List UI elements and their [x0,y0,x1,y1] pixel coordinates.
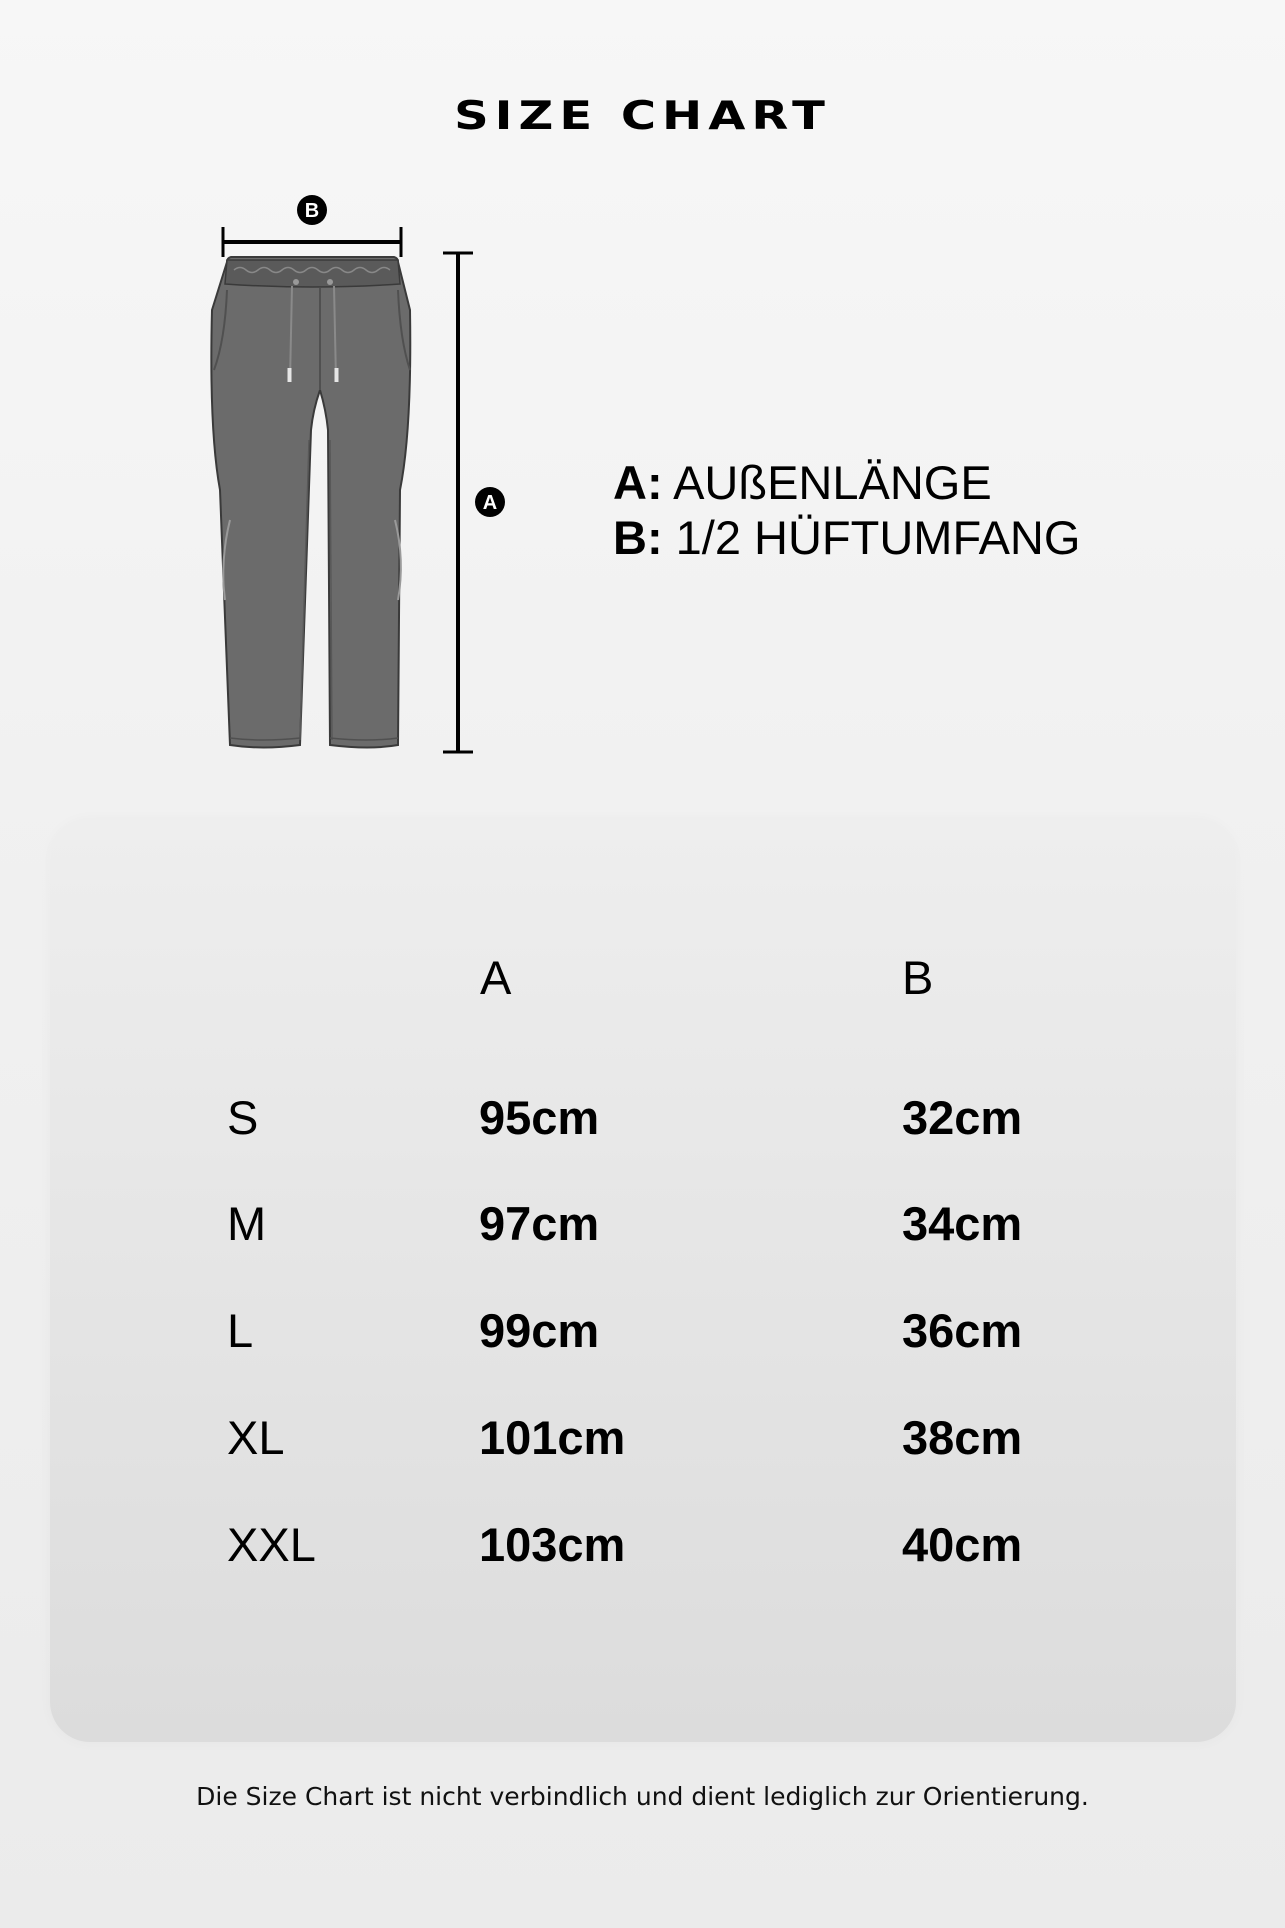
size-label: XXL [227,1518,316,1571]
legend-key: A: [613,456,663,509]
measure-line-a [443,253,473,752]
value-b: 38cm [902,1411,1023,1464]
measurement-legend [613,455,1080,565]
size-table [50,820,1236,1742]
page-title: SIZE CHART [454,93,831,139]
value-b: 32cm [902,1091,1023,1144]
size-label: M [227,1197,267,1250]
legend-text: 1/2 HÜFTUMFANG [675,511,1081,564]
disclaimer-text: Die Size Chart ist nicht verbindlich und dient lediglich zur Orientierung. [196,1782,1089,1811]
value-a: 95cm [479,1091,600,1144]
value-b: 40cm [902,1518,1023,1571]
value-a: 101cm [479,1411,626,1464]
value-b: 36cm [902,1304,1023,1357]
measure-line-b [223,227,401,257]
size-label: L [227,1304,254,1357]
value-a: 103cm [479,1518,626,1571]
marker-a-icon [475,487,505,517]
size-label: XL [227,1411,285,1464]
legend-row-b [613,510,1080,565]
legend-key: B: [613,511,663,564]
trousers-icon [211,257,410,748]
column-header-a: A [480,951,512,1004]
legend-text: AUßENLÄNGE [673,456,992,509]
legend-row-a [613,455,1080,510]
size-label: S [227,1091,259,1144]
marker-a-label: A [482,492,498,514]
trousers-diagram [200,190,530,760]
value-b: 34cm [902,1197,1023,1250]
marker-b-icon [297,195,327,225]
marker-b-label: B [304,200,320,222]
column-header-b: B [902,951,934,1004]
value-a: 99cm [479,1304,600,1357]
value-a: 97cm [479,1197,600,1250]
